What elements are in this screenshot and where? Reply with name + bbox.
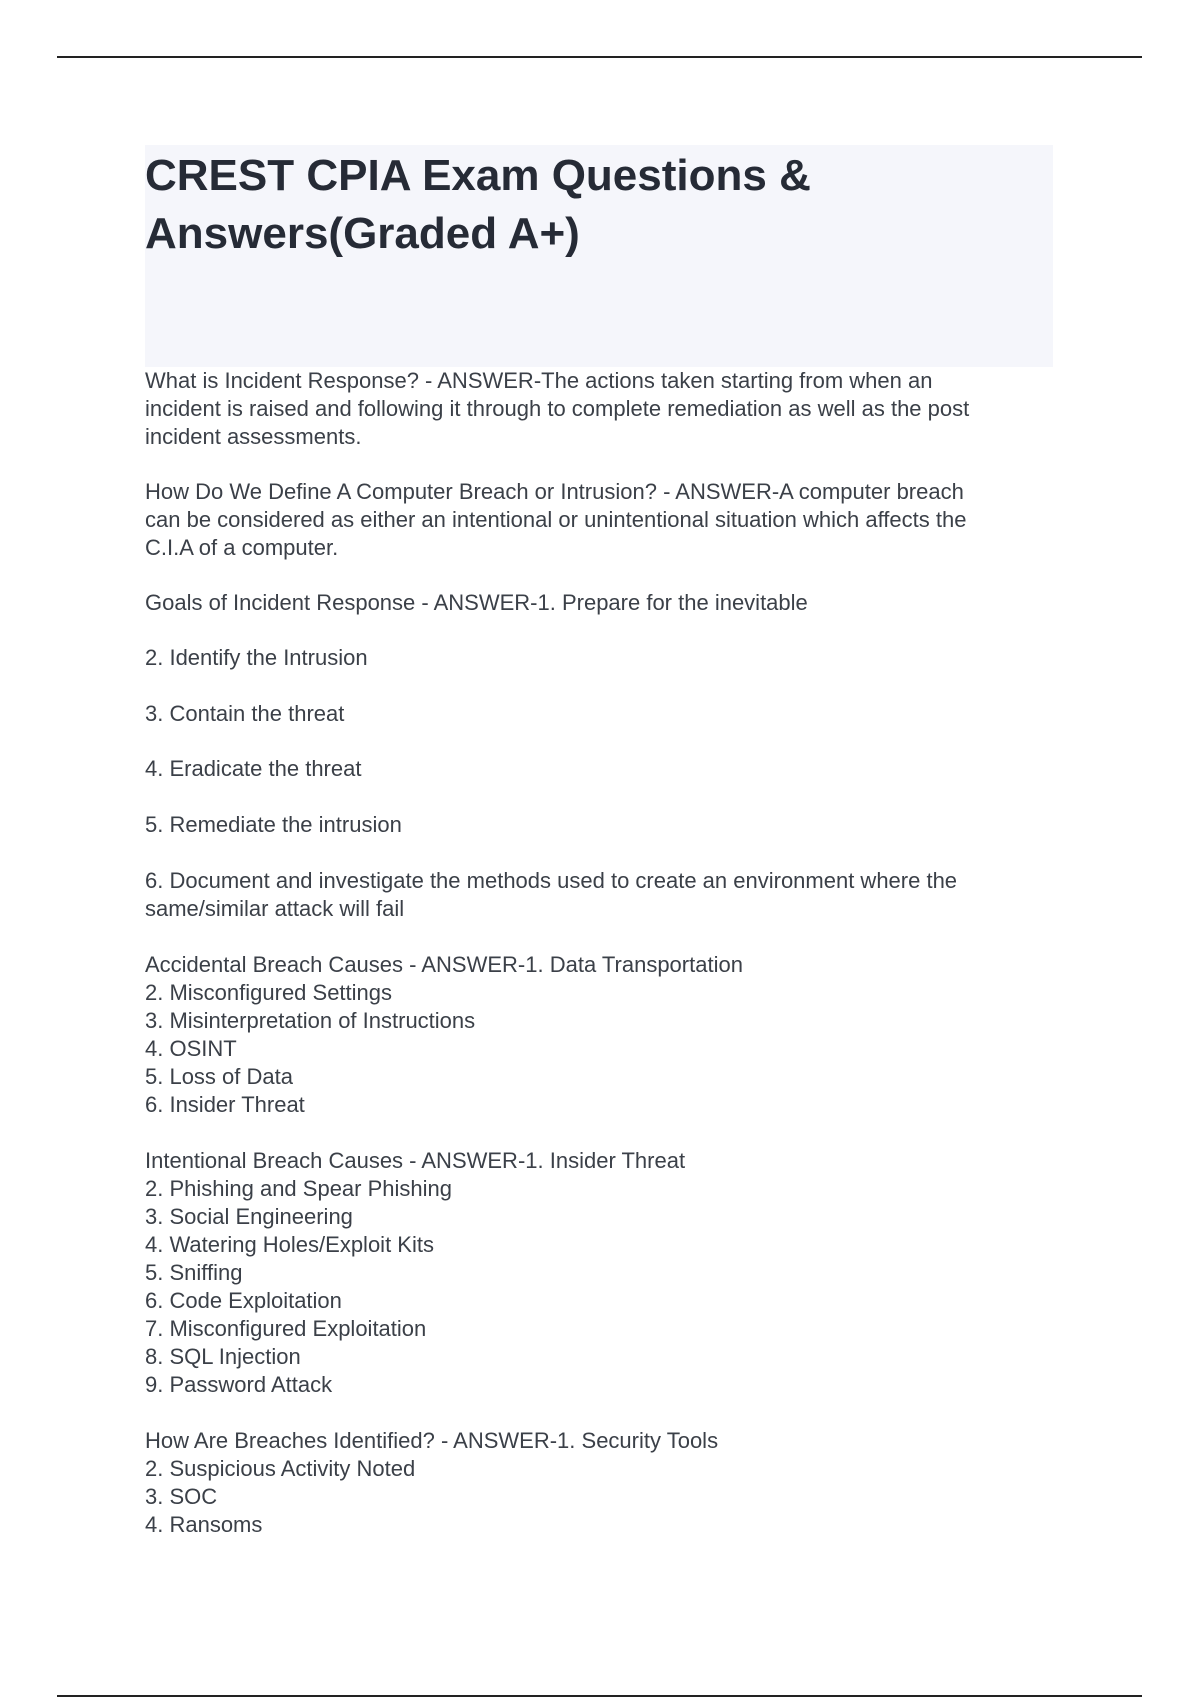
document-body bbox=[145, 367, 1055, 1539]
footer-rule bbox=[57, 1695, 1142, 1697]
qa-block bbox=[145, 1147, 1055, 1399]
qa-block bbox=[145, 951, 1055, 1119]
text-line: 9. Password Attack bbox=[145, 1372, 333, 1397]
title-block bbox=[145, 145, 1053, 367]
text-line: same/similar attack will fail bbox=[145, 896, 405, 921]
text-line: 4. Watering Holes/Exploit Kits bbox=[145, 1232, 434, 1257]
text-line: 2. Identify the Intrusion bbox=[145, 645, 368, 670]
text-line: 6. Insider Threat bbox=[145, 1092, 305, 1117]
header-rule bbox=[57, 56, 1142, 58]
text-line: 2. Misconfigured Settings bbox=[145, 980, 393, 1005]
text-line: incident assessments. bbox=[145, 424, 362, 449]
qa-block bbox=[145, 867, 1055, 923]
text-line: 6. Document and investigate the methods used to create an environment where the bbox=[145, 868, 958, 893]
text-line: 3. SOC bbox=[145, 1484, 218, 1509]
qa-block bbox=[145, 755, 1055, 783]
text-line: 3. Contain the threat bbox=[145, 701, 345, 726]
qa-block bbox=[145, 1427, 1055, 1539]
text-line: 5. Remediate the intrusion bbox=[145, 812, 402, 837]
text-line: 3. Misinterpretation of Instructions bbox=[145, 1008, 476, 1033]
text-line: 2. Suspicious Activity Noted bbox=[145, 1456, 416, 1481]
text-line: 4. Ransoms bbox=[145, 1512, 263, 1537]
text-line: 5. Loss of Data bbox=[145, 1064, 293, 1089]
text-line: 2. Phishing and Spear Phishing bbox=[145, 1176, 452, 1201]
qa-block bbox=[145, 589, 1055, 617]
text-line: How Do We Define A Computer Breach or Intrusion? - ANSWER-A computer breach bbox=[145, 479, 964, 504]
text-line: Goals of Incident Response - ANSWER-1. Prepare for the inevitable bbox=[145, 590, 808, 615]
text-line: 3. Social Engineering bbox=[145, 1204, 353, 1229]
qa-block bbox=[145, 644, 1055, 672]
qa-block bbox=[145, 478, 1055, 562]
text-line: Intentional Breach Causes - ANSWER-1. Insider Threat bbox=[145, 1148, 686, 1173]
text-line: 7. Misconfigured Exploitation bbox=[145, 1316, 427, 1341]
text-line: incident is raised and following it through to complete remediation as well as the post bbox=[145, 396, 970, 421]
text-line: 5. Sniffing bbox=[145, 1260, 243, 1285]
text-line: 4. OSINT bbox=[145, 1036, 237, 1061]
text-line: C.I.A of a computer. bbox=[145, 535, 339, 560]
text-line: What is Incident Response? - ANSWER-The actions taken starting from when an bbox=[145, 368, 933, 393]
qa-block bbox=[145, 367, 1055, 451]
text-line: Accidental Breach Causes - ANSWER-1. Data Transportation bbox=[145, 952, 743, 977]
text-line: 8. SQL Injection bbox=[145, 1344, 301, 1369]
text-line: 6. Code Exploitation bbox=[145, 1288, 342, 1313]
text-line: can be considered as either an intentional or unintentional situation which affects the bbox=[145, 507, 967, 532]
document-title: CREST CPIA Exam Questions & Answers(Graded A+) bbox=[145, 151, 811, 258]
qa-block bbox=[145, 811, 1055, 839]
text-line: How Are Breaches Identified? - ANSWER-1. Security Tools bbox=[145, 1428, 719, 1453]
qa-block bbox=[145, 700, 1055, 728]
text-line: 4. Eradicate the threat bbox=[145, 756, 362, 781]
